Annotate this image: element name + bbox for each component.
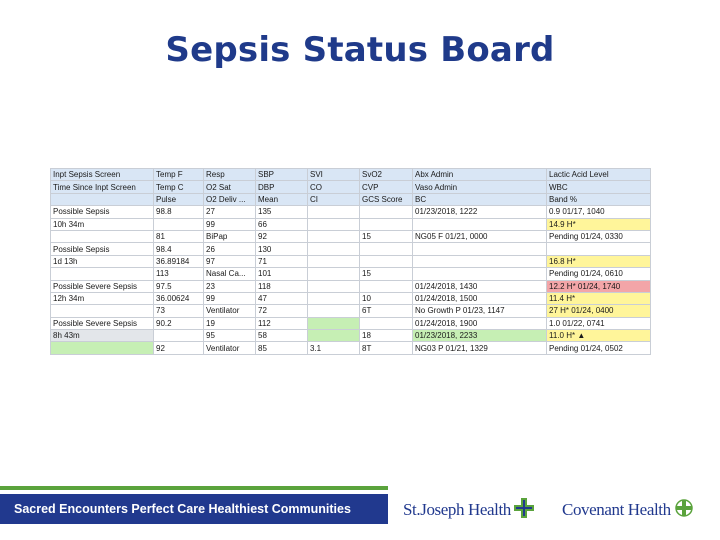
column-header-temp: Pulse xyxy=(154,193,204,205)
column-header-svi: SVI xyxy=(308,169,360,181)
table-row[interactable] xyxy=(51,317,651,329)
cell-svo2 xyxy=(360,218,413,230)
cell-sbp: 71 xyxy=(256,255,308,267)
cell-svo2: 6T xyxy=(360,305,413,317)
cell-abx: NG05 F 01/21, 0000 xyxy=(413,230,547,242)
cell-resp: 19 xyxy=(204,317,256,329)
covenant-health-logo xyxy=(562,496,694,524)
cell-resp: 27 xyxy=(204,206,256,218)
cell-sbp: 66 xyxy=(256,218,308,230)
cell-svi xyxy=(308,268,360,280)
cell-sbp: 112 xyxy=(256,317,308,329)
cell-svo2 xyxy=(360,206,413,218)
cell-resp: Ventilator xyxy=(204,305,256,317)
cell-lactic: 11.0 H* ▲ xyxy=(547,330,651,342)
column-header-svi: CI xyxy=(308,193,360,205)
table-row[interactable] xyxy=(51,218,651,230)
cell-lactic: 11.4 H* xyxy=(547,292,651,304)
cell-svi xyxy=(308,243,360,255)
footer xyxy=(0,486,720,536)
table-row[interactable] xyxy=(51,330,651,342)
cell-sbp: 118 xyxy=(256,280,308,292)
column-header-screen: Time Since Inpt Screen xyxy=(51,181,154,193)
cell-screen xyxy=(51,230,154,242)
header-row xyxy=(51,181,651,193)
column-header-svo2: SvO2 xyxy=(360,169,413,181)
table-row[interactable] xyxy=(51,292,651,304)
st-joseph-health-logo xyxy=(403,496,534,524)
column-header-lactic: WBC xyxy=(547,181,651,193)
cell-svo2: 15 xyxy=(360,230,413,242)
cell-temp: 36.00624 xyxy=(154,292,204,304)
cell-svo2: 15 xyxy=(360,268,413,280)
cell-temp: 98.8 xyxy=(154,206,204,218)
table-row[interactable] xyxy=(51,206,651,218)
cell-abx xyxy=(413,255,547,267)
cell-resp: Nasal Ca... xyxy=(204,268,256,280)
column-header-abx: BC xyxy=(413,193,547,205)
column-header-svo2: CVP xyxy=(360,181,413,193)
cell-sbp: 135 xyxy=(256,206,308,218)
cell-sbp: 58 xyxy=(256,330,308,342)
cell-abx xyxy=(413,268,547,280)
column-header-temp: Temp C xyxy=(154,181,204,193)
cell-screen: Possible Severe Sepsis xyxy=(51,280,154,292)
cross-emblem-icon xyxy=(514,497,534,524)
table-row[interactable] xyxy=(51,230,651,242)
cell-abx: 01/23/2018, 1222 xyxy=(413,206,547,218)
header-row xyxy=(51,169,651,181)
cell-temp xyxy=(154,330,204,342)
cell-svi xyxy=(308,206,360,218)
cell-abx: 01/23/2018, 2233 xyxy=(413,330,547,342)
cell-sbp: 72 xyxy=(256,305,308,317)
cell-abx: NG03 P 01/21, 1329 xyxy=(413,342,547,354)
cell-sbp: 130 xyxy=(256,243,308,255)
cell-svi xyxy=(308,305,360,317)
cell-temp: 73 xyxy=(154,305,204,317)
cell-abx: 01/24/2018, 1500 xyxy=(413,292,547,304)
cell-abx: 01/24/2018, 1900 xyxy=(413,317,547,329)
column-header-abx: Vaso Admin xyxy=(413,181,547,193)
cell-svo2: 18 xyxy=(360,330,413,342)
cell-lactic: 1.0 01/22, 0741 xyxy=(547,317,651,329)
cell-svo2 xyxy=(360,317,413,329)
column-header-resp: Resp xyxy=(204,169,256,181)
cell-temp: 113 xyxy=(154,268,204,280)
cell-screen xyxy=(51,305,154,317)
cell-svi xyxy=(308,255,360,267)
sepsis-status-table xyxy=(50,168,651,355)
st-joseph-health-logo-text: St.Joseph Health xyxy=(403,500,511,519)
cell-resp: 99 xyxy=(204,292,256,304)
cell-screen: Possible Severe Sepsis xyxy=(51,317,154,329)
cell-temp: 90.2 xyxy=(154,317,204,329)
table-row[interactable] xyxy=(51,342,651,354)
column-header-screen xyxy=(51,193,154,205)
cell-temp: 81 xyxy=(154,230,204,242)
cell-resp: 26 xyxy=(204,243,256,255)
cell-svo2 xyxy=(360,243,413,255)
cell-screen: 8h 43m xyxy=(51,330,154,342)
footer-stripe xyxy=(0,486,388,490)
cell-resp: 23 xyxy=(204,280,256,292)
column-header-sbp: DBP xyxy=(256,181,308,193)
cell-svi xyxy=(308,280,360,292)
cell-resp: Ventilator xyxy=(204,342,256,354)
cell-screen xyxy=(51,342,154,354)
table-row[interactable] xyxy=(51,243,651,255)
cell-sbp: 47 xyxy=(256,292,308,304)
table-row[interactable] xyxy=(51,268,651,280)
cell-screen: Possible Sepsis xyxy=(51,243,154,255)
column-header-temp: Temp F xyxy=(154,169,204,181)
cell-svi xyxy=(308,218,360,230)
cell-temp: 36.89184 xyxy=(154,255,204,267)
column-header-resp: O2 Sat xyxy=(204,181,256,193)
table-row[interactable] xyxy=(51,280,651,292)
cell-abx xyxy=(413,243,547,255)
column-header-abx: Abx Admin xyxy=(413,169,547,181)
cell-screen: 12h 34m xyxy=(51,292,154,304)
cell-svi xyxy=(308,330,360,342)
cell-lactic: 16.8 H* xyxy=(547,255,651,267)
cell-sbp: 92 xyxy=(256,230,308,242)
cell-abx: 01/24/2018, 1430 xyxy=(413,280,547,292)
cell-lactic: Pending 01/24, 0610 xyxy=(547,268,651,280)
cell-lactic: 14.9 H* xyxy=(547,218,651,230)
cell-svo2: 8T xyxy=(360,342,413,354)
table-row[interactable] xyxy=(51,255,651,267)
cell-lactic: 0.9 01/17, 1040 xyxy=(547,206,651,218)
cell-temp: 92 xyxy=(154,342,204,354)
cell-resp: 97 xyxy=(204,255,256,267)
cell-resp: BiPap xyxy=(204,230,256,242)
column-header-lactic: Lactic Acid Level xyxy=(547,169,651,181)
cell-svi xyxy=(308,230,360,242)
cell-lactic: 12.2 H* 01/24, 1740 xyxy=(547,280,651,292)
cell-screen: 10h 34m xyxy=(51,218,154,230)
column-header-screen: Inpt Sepsis Screen xyxy=(51,169,154,181)
cell-resp: 95 xyxy=(204,330,256,342)
column-header-resp: O2 Deliv ... xyxy=(204,193,256,205)
cell-lactic: Pending 01/24, 0502 xyxy=(547,342,651,354)
column-header-sbp: Mean xyxy=(256,193,308,205)
cell-temp: 97.5 xyxy=(154,280,204,292)
column-header-lactic: Band % xyxy=(547,193,651,205)
cell-temp: 98.4 xyxy=(154,243,204,255)
cell-svo2: 10 xyxy=(360,292,413,304)
page-title: Sepsis Status Board xyxy=(165,30,555,70)
footer-tagline: Sacred Encounters Perfect Care Healthiest Communities xyxy=(0,494,388,524)
cell-sbp: 85 xyxy=(256,342,308,354)
cell-svo2 xyxy=(360,280,413,292)
cross-emblem-icon xyxy=(674,497,694,524)
cell-resp: 99 xyxy=(204,218,256,230)
cell-abx: No Growth P 01/23, 1147 xyxy=(413,305,547,317)
cell-lactic: 27 H* 01/24, 0400 xyxy=(547,305,651,317)
cell-svi xyxy=(308,317,360,329)
cell-svi xyxy=(308,292,360,304)
cell-screen xyxy=(51,268,154,280)
header-row xyxy=(51,193,651,205)
table-row[interactable] xyxy=(51,305,651,317)
cell-temp xyxy=(154,218,204,230)
cell-lactic: Pending 01/24, 0330 xyxy=(547,230,651,242)
cell-sbp: 101 xyxy=(256,268,308,280)
cell-svi: 3.1 xyxy=(308,342,360,354)
column-header-svo2: GCS Score xyxy=(360,193,413,205)
covenant-health-logo-text: Covenant Health xyxy=(562,500,671,519)
cell-svo2 xyxy=(360,255,413,267)
cell-screen: Possible Sepsis xyxy=(51,206,154,218)
cell-abx xyxy=(413,218,547,230)
column-header-sbp: SBP xyxy=(256,169,308,181)
cell-screen: 1d 13h xyxy=(51,255,154,267)
cell-lactic xyxy=(547,243,651,255)
column-header-svi: CO xyxy=(308,181,360,193)
